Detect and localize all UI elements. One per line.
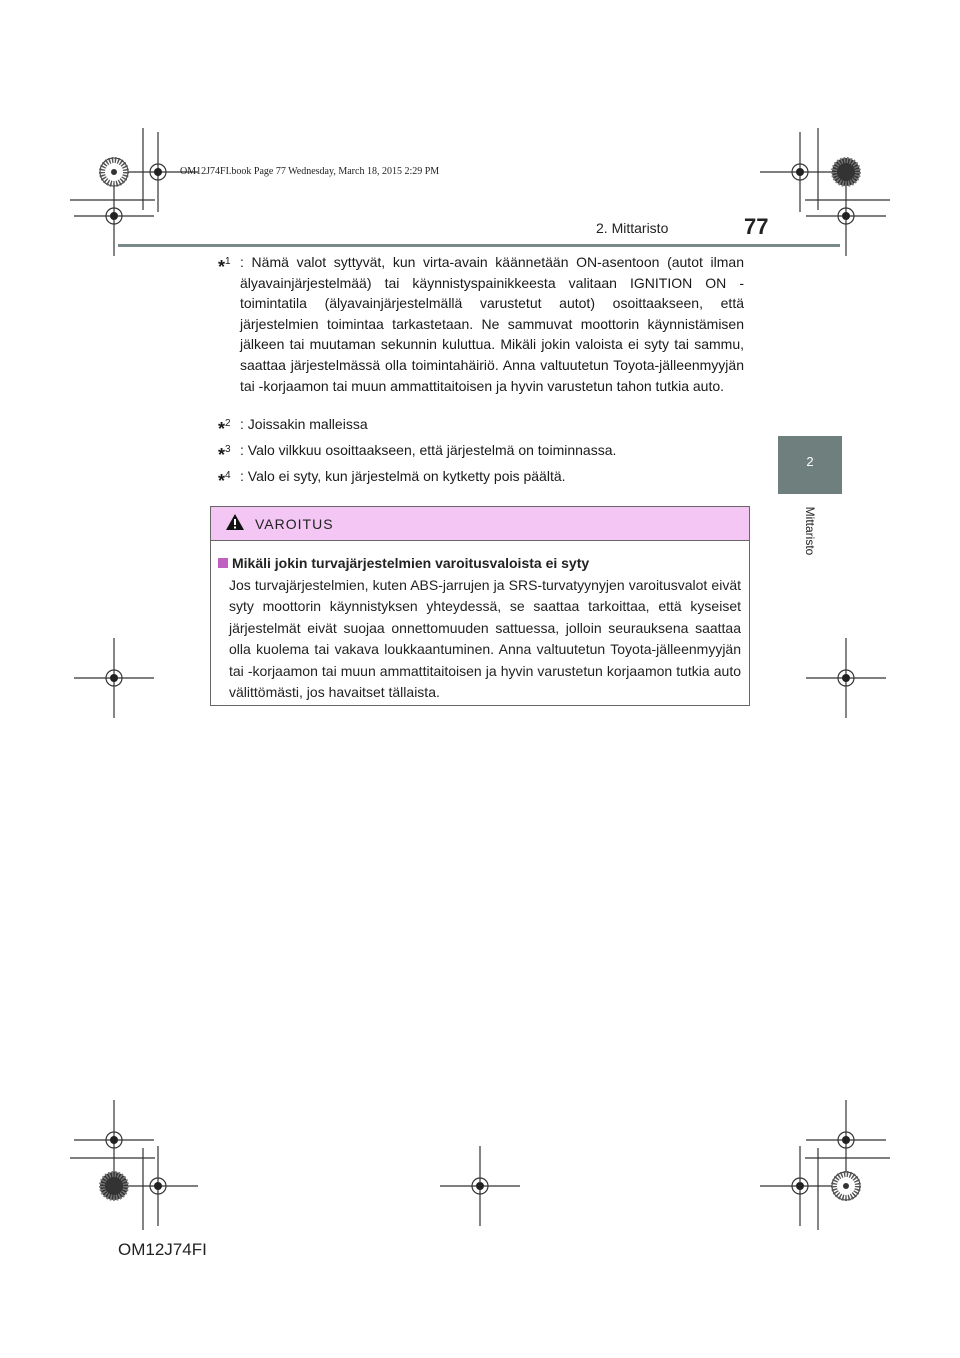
- footnote-text: : Valo vilkkuu osoittaakseen, että järjestelmä on toiminnassa.: [240, 442, 617, 458]
- warning-triangle-icon: [225, 513, 245, 531]
- footnote-marker: *$^3$: [218, 444, 231, 465]
- warning-header: [211, 507, 749, 541]
- footnote-text: : Nämä valot syttyvät, kun virta-avain käännetään ON-asentoon (autot ilman älyavainjärjestelmää) tai käynnistyspainikkeesta valitaan IGNITION ON -toimintatila (älyavainjärjestelmällä varustetut autot) osoittaakseen, että järjestelmien toimintaa tarkastetaan. Ne sammuvat moottorin käynnistämisen jälkeen tai muutaman sekunnin kuluttua. Mikäli jokin valoista ei syty tai sammu, saattaa järjestelmässä olla toimintahäiriö. Anna valtuutetun Toyota-jälleenmyyjän tai -korjaamon tai muun ammattitaitoisen ja hyvin varustetun tahon tutkia auto.: [240, 254, 744, 394]
- bullet-square-icon: [218, 558, 228, 568]
- footnote-marker: *$^4$: [218, 470, 231, 491]
- chapter-number: 2: [806, 454, 814, 469]
- page-number: 77: [744, 214, 769, 239]
- warning-body: Jos turvajärjestelmien, kuten ABS-jarrujen ja SRS-turvatyynyjen varoitusvalot eivät syty moottorin käynnistyksen yhteydessä, se saattaa tarkoittaa, että kyseiset järjestelmät eivät suojaa onnettomuuden sattuessa, jolloin seurauksena saattaa olla kuolema tai vakava loukkaantuminen. Anna valtuutetun Toyota-jälleenmyyjän tai -korjaamon tai muun ammattitaitoisen ja hyvin varustetun korjaamon tutkia auto välittömästi, jos havaitset tällaista.: [229, 577, 741, 701]
- warning-subtitle: Mikäli jokin turvajärjestelmien varoitusvaloista ei syty: [218, 555, 589, 571]
- footnote-marker: *$^2$: [218, 418, 231, 439]
- footnote-2: [218, 414, 744, 439]
- section-title: 2. Mittaristo: [596, 220, 669, 236]
- footnote-text: : Joissakin malleissa: [240, 416, 368, 432]
- footnote-1: [218, 252, 744, 396]
- chapter-tab: [778, 436, 842, 494]
- footnote-4: [218, 466, 744, 491]
- warning-box: [210, 506, 750, 706]
- footnote-3: [218, 440, 744, 465]
- footnote-text: : Valo ei syty, kun järjestelmä on kytketty pois päältä.: [240, 468, 566, 484]
- document-code: OM12J74FI: [118, 1240, 207, 1259]
- book-info: OM12J74FI.book Page 77 Wednesday, March 18, 2015 2:29 PM: [180, 166, 440, 177]
- sunburst-target-icon: [100, 158, 128, 186]
- chapter-label: Mittaristo: [803, 506, 817, 556]
- header-rule: [118, 244, 840, 247]
- footnote-marker: *$^1$: [218, 256, 231, 277]
- warning-title: VAROITUS: [255, 516, 334, 532]
